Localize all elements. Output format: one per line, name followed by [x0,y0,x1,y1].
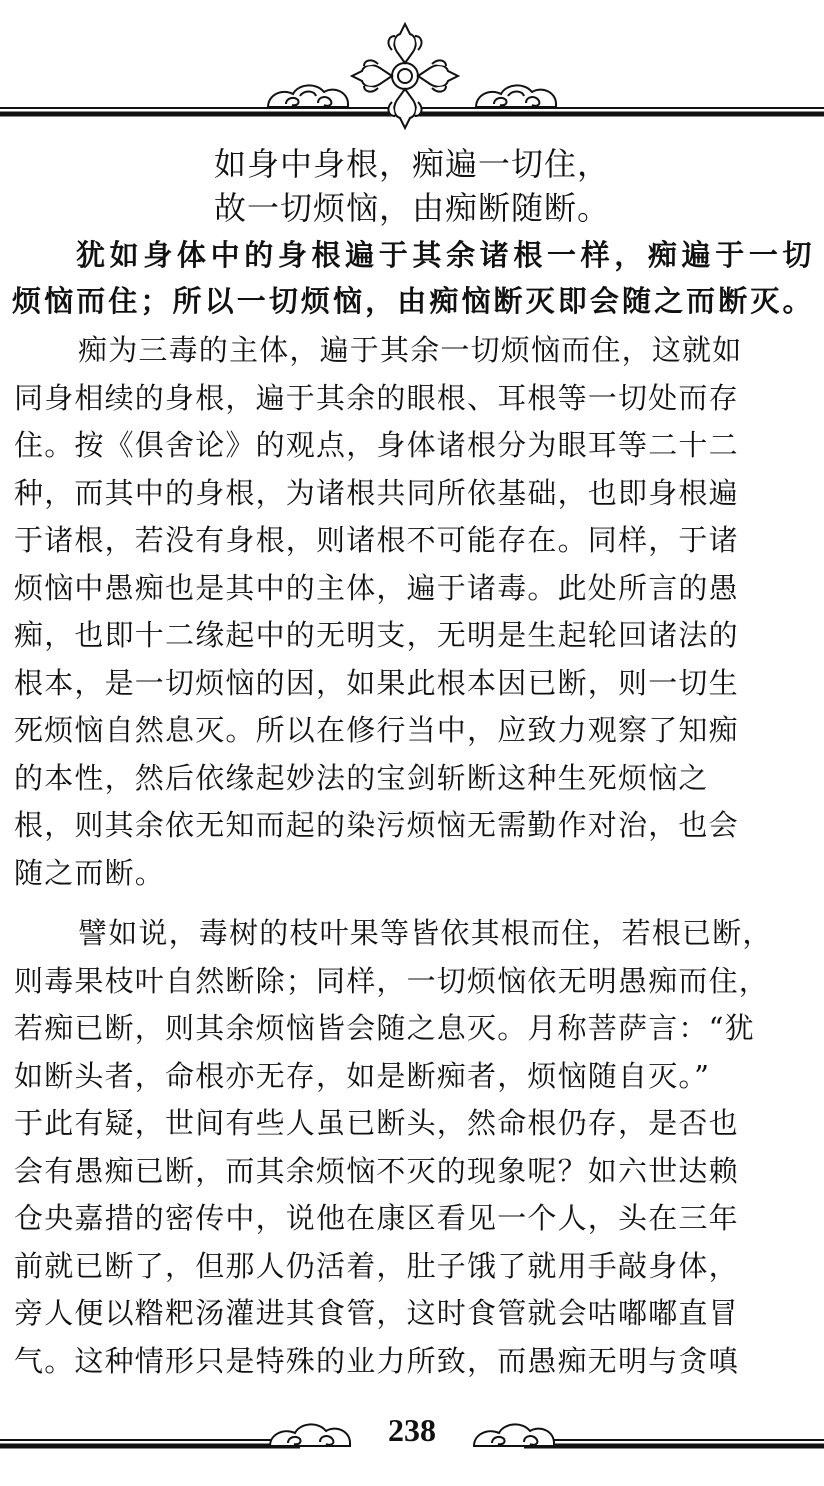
text-line: 如断头者，命根亦无存，如是断痴者，烦恼随自灭。” [14,1058,711,1093]
verse-translation [12,232,812,324]
text-line: 前就已断了，但那人仍活着，肚子饿了就用手敲身体， [14,1248,739,1283]
text-line: 住。按《俱舍论》的观点，身体诸根分为眼耳等二十二 [14,428,739,462]
text-line: 仓央嘉措的密传中，说他在康区看见一个人，头在三年 [14,1201,739,1235]
page-number: 238 [388,1412,436,1448]
text-line: 痴，也即十二缘起中的无明支，无明是生起轮回诸法的 [14,618,739,652]
footer-cloud-left-icon [270,1424,350,1446]
translation-line-2: 烦恼而住；所以一切烦恼，由痴恼断灭即会随之而断灭。 [12,284,812,318]
verse-line-2: 故一切烦恼，由痴断随断。 [213,189,610,227]
text-line: 旁人便以糌粑汤灌进其食管，这时食管就会咕嘟嘟直冒 [14,1296,739,1330]
cloud-scroll-right-icon [476,85,556,107]
text-line: 则毒果枝叶自然断除；同样，一切烦恼依无明愚痴而住， [14,963,770,998]
verse-line-1: 如身中身根，痴遍一切住， [213,145,610,183]
text-line: 根，则其余依无知而起的染污烦恼无需勤作对治，也会 [14,808,739,842]
text-line: 同身相续的身根，遍于其余的眼根、耳根等一切处而存 [14,380,739,415]
commentary-paragraph-2 [14,910,812,1385]
text-line: 譬如说，毒树的枝叶果等皆依其根而住，若根已断， [78,916,773,950]
translation-line-1: 犹如身体中的身根遍于其余诸根一样，痴遍于一切 [76,238,812,272]
text-line: 死烦恼自然息灭。所以在修行当中，应致力观察了知痴 [14,713,739,747]
footer-cloud-right-icon [474,1424,554,1446]
text-line: 于此有疑，世间有些人虽已断头，然命根仍存，是否也 [14,1106,739,1140]
text-line: 于诸根，若没有身根，则诸根不可能存在。同样，于诸 [14,523,739,557]
text-line: 气。这种情形只是特殊的业力所致，而愚痴无明与贪嗔 [14,1343,739,1378]
text-line: 根本，是一切烦恼的因，如果此根本因已断，则一切生 [14,665,739,700]
header-ornament [0,0,824,130]
text-line: 的本性，然后依缘起妙法的宝剑斩断这种生死烦恼之 [14,760,709,795]
commentary-paragraph-1 [14,327,812,897]
text-line: 若痴已断，则其余烦恼皆会随之息灭。月称菩萨言：“犹 [14,1011,755,1045]
text-line: 种，而其中的身根，为诸根共同所依基础，也即身根遍 [14,475,739,510]
text-line: 烦恼中愚痴也是其中的主体，遍于诸毒。此处所言的愚 [14,570,739,605]
text-line: 会有愚痴已断，而其余烦恼不灭的现象呢？如六世达赖 [14,1153,739,1188]
text-line: 随之而断。 [14,855,166,890]
cloud-scroll-left-icon [268,85,348,107]
text-line: 痴为三毒的主体，遍于其余一切烦恼而住，这就如 [78,333,743,367]
